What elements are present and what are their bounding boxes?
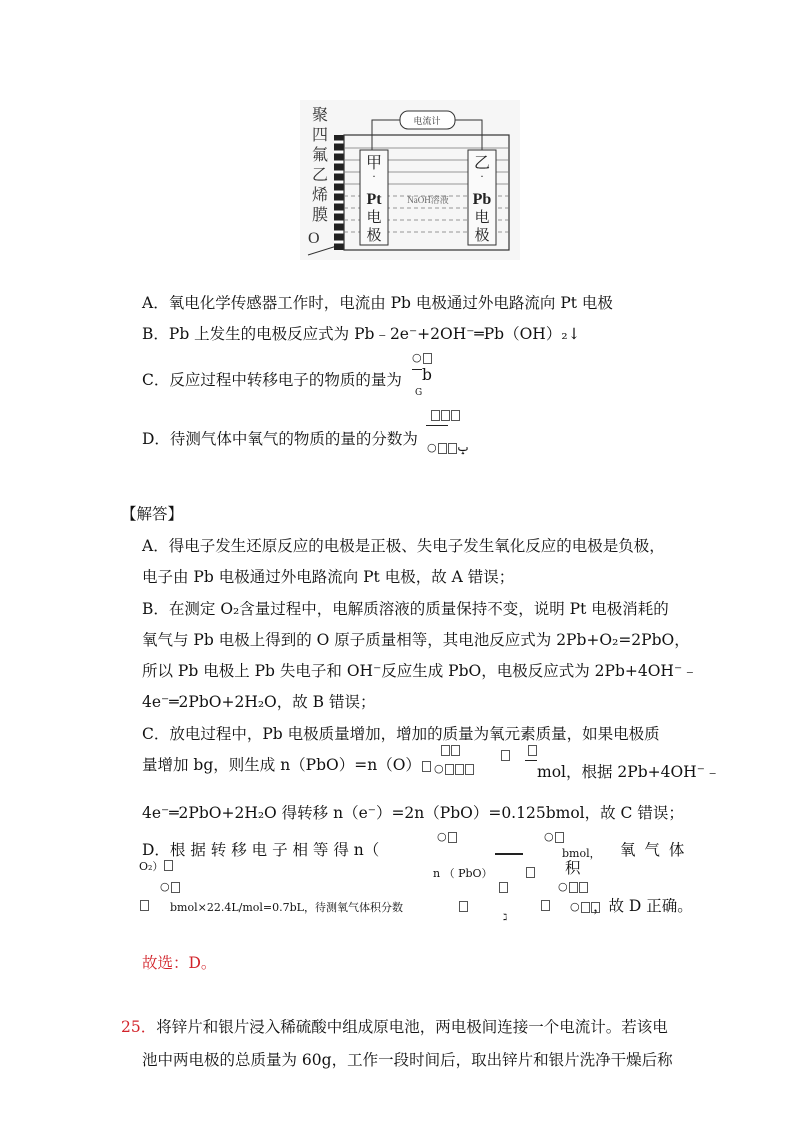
- option-c-frac-top: ○: [412, 351, 432, 364]
- answer-d-frac2-top: ○: [544, 830, 564, 843]
- answer-d-line2-end: ，故 D 正确。: [593, 897, 693, 915]
- answer-c-line3: 4e⁻═2PbO+2H₂O 得转移 n（e⁻）=2n（PbO）=0.125bmol，故 C 错误；: [142, 804, 684, 822]
- svg-text:·: ·: [480, 169, 484, 183]
- answer-d-box2: [525, 865, 535, 878]
- svg-text:烯: 烯: [312, 187, 329, 204]
- answer-c-frac1-bottom: ○: [434, 762, 474, 775]
- answer-d-box: [163, 858, 173, 871]
- o2-label: O: [308, 230, 320, 247]
- answer-c-line2b: mol，根据 2Pb+4OH⁻﹣: [537, 763, 721, 781]
- option-d-frac-bottom: ○ ݒ: [427, 441, 470, 454]
- electrode-right-name: 乙: [473, 155, 491, 172]
- svg-text:极: 极: [474, 228, 490, 244]
- svg-text:膜: 膜: [312, 207, 329, 224]
- option-c-b: b: [422, 366, 432, 384]
- electrode-left-name: 甲: [365, 155, 383, 172]
- svg-text:乙: 乙: [312, 167, 329, 184]
- option-d-frac-bar: [426, 425, 448, 426]
- answer-d-dash: [495, 853, 523, 855]
- svg-text:极: 极: [366, 228, 382, 244]
- question25-line1: [121, 1015, 668, 1037]
- option-b: B．Pb 上发生的电极反应式为 Pb﹣2e⁻+2OH⁻═Pb（OH）₂↓: [142, 325, 581, 343]
- answer-b-line3: 所以 Pb 电极上 Pb 失电子和 OH⁻反应生成 PbO，电极反应式为 2Pb+4OH⁻﹣: [142, 662, 698, 680]
- option-d-frac-top: [430, 408, 460, 421]
- answer-heading: 【解答】: [121, 505, 184, 523]
- answer-d-line1a: D．根 据 转 移 电 子 相 等 得 n（: [142, 841, 380, 859]
- electrode-left-metal: Pt: [366, 191, 382, 208]
- answer-b-line4: 4e⁻═2PbO+2H₂O，故 B 错误；: [142, 693, 376, 711]
- membrane-stripes: [334, 135, 344, 250]
- answer-d-n-pbo: n （ PbO）: [433, 867, 493, 880]
- svg-text:电: 电: [366, 210, 382, 226]
- option-d: D．待测气体中氧气的物质的量的分数为: [142, 430, 418, 448]
- answer-c-frac2-bar: [525, 760, 537, 761]
- answer-c-line2a: [142, 753, 431, 775]
- answer-d-ji: 积: [565, 859, 581, 877]
- answer-b-line2: 氧气与 Pb 电极上得到的 O 原子质量相等，其电池反应式为 2Pb+O₂=2PbO，: [142, 631, 690, 649]
- question25-line1-text: 将锌片和银片浸入稀硫酸中组成原电池，两电极间连接一个电流计。若该电: [156, 1018, 668, 1036]
- answer-c-box: [500, 748, 510, 761]
- answer-c-line2a-text: 量增加 bg，则生成 n（PbO）=n（O）: [142, 756, 421, 774]
- solution-label: NaOH溶液: [407, 195, 449, 205]
- answer-d-line2: bmol×22.4L/mol=0.7bL，待测氧气体积分数: [170, 901, 403, 914]
- answer-d-gas: 氧 气 体: [620, 841, 687, 859]
- question25-number: 25．: [121, 1018, 157, 1036]
- answer-d-line2-box3: [540, 898, 550, 911]
- answer-c-frac1-top: [440, 743, 460, 756]
- answer-d-line2-box: [139, 898, 149, 911]
- answer-d-bmol: bmol，: [562, 847, 601, 860]
- answer-b-line1: B．在测定 O₂含量过程中，电解质溶液的质量保持不变，说明 Pt 电极消耗的: [142, 600, 669, 618]
- answer-a-line1: A．得电子发生还原反应的电极是正极、失电子发生氧化反应的电极是负极，: [142, 537, 665, 555]
- svg-text:电: 电: [474, 210, 490, 226]
- option-c-frac-bar: [412, 369, 422, 370]
- option-c: C．反应过程中转移电子的物质的量为: [142, 371, 402, 389]
- svg-text:聚: 聚: [312, 107, 329, 124]
- answer-d-line2-box2: [458, 899, 468, 912]
- answer-d-line2-frac2-mid: ℷ: [503, 913, 508, 923]
- answer-d-line2-frac2-top: [498, 880, 508, 893]
- answer-a-line2: 电子由 Pb 电极通过外电路流向 Pt 电极，故 A 错误；: [142, 568, 515, 586]
- answer-d-line2-frac-top: ○: [160, 880, 180, 893]
- sensor-diagram-svg: [300, 100, 520, 260]
- answer-conclusion: 故选：D。: [142, 954, 217, 972]
- option-a: A．氧电化学传感器工作时，电流由 Pb 电极通过外电路流向 Pt 电极: [142, 294, 613, 312]
- sensor-diagram: [300, 100, 520, 264]
- answer-d-line2-frac3-bottom: ○: [570, 900, 600, 913]
- svg-text:氟: 氟: [312, 147, 329, 164]
- meter-label: 电流计: [413, 116, 441, 126]
- electrode-right-metal: Pb: [472, 191, 492, 208]
- answer-c-line1: C．放电过程中，Pb 电极质量增加，增加的质量为氧元素质量，如果电极质: [142, 725, 660, 743]
- option-c-frac-bottom: G: [415, 388, 423, 398]
- answer-d-line2-frac3-top: ○: [558, 880, 588, 893]
- svg-text:四: 四: [312, 127, 329, 144]
- answer-c-frac2-top: [527, 743, 537, 756]
- question25-line2: 池中两电极的总质量为 60g，工作一段时间后，取出锌片和银片洗净干燥后称: [142, 1051, 673, 1069]
- answer-d-frac1-top: ○: [437, 830, 457, 843]
- answer-d-o2: O₂）: [139, 860, 164, 873]
- svg-text:·: ·: [372, 169, 376, 183]
